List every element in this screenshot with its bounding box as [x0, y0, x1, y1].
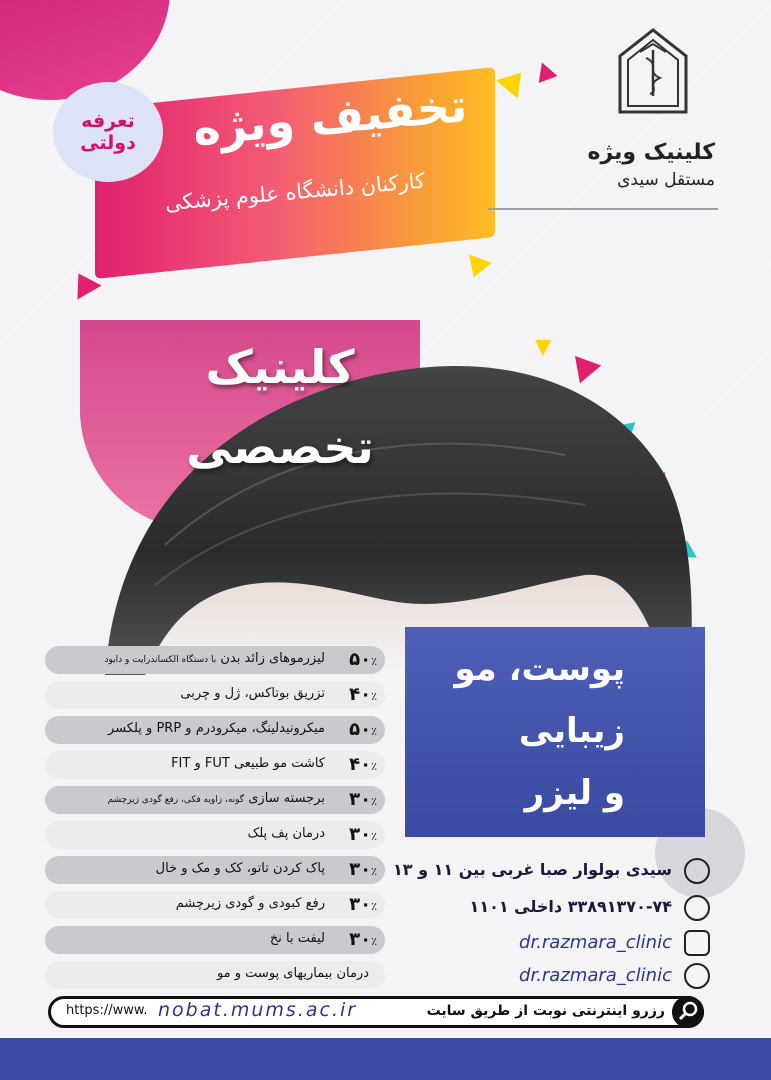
price-percent: ۳۰٪	[349, 824, 377, 845]
booking-label: رزرو اینترنتی نوبت از طریق سایت	[426, 1003, 665, 1019]
booking-url[interactable]: nobat.mums.ac.ir	[158, 999, 358, 1021]
price-item: رفع کبودی و گودی زیرچشم	[175, 896, 325, 911]
phone-text: ۳۳۸۹۱۳۷۰-۷۴ داخلی ۱۱۰۱	[469, 897, 672, 916]
telegram-icon	[684, 963, 710, 989]
telegram-row[interactable]	[410, 963, 710, 991]
price-item: کاشت مو طبیعی FUT و FIT	[171, 756, 325, 771]
price-item: لیفت با نخ	[269, 931, 325, 946]
services-line2: زیبایی	[518, 711, 625, 751]
price-item: میکرونیدلینگ، میکرودرم و PRP و پلکسر	[108, 721, 325, 736]
specialist-line1: کلینیک	[205, 340, 355, 394]
tariff-badge-line1: تعرفه	[81, 110, 135, 132]
telegram-handle[interactable]: dr.razmara_clinic	[519, 965, 672, 986]
price-row	[45, 716, 385, 744]
instagram-handle[interactable]: dr.razmara_clinic	[519, 932, 672, 953]
price-row	[45, 751, 385, 779]
instagram-icon	[684, 930, 710, 956]
promo-subtitle: کارکنان دانشگاه علوم پزشکی	[163, 168, 427, 216]
clinic-name: کلینیک ویژه	[587, 140, 715, 165]
price-row	[45, 681, 385, 709]
services-line3: و لیزر	[524, 773, 625, 813]
promo-title: تخفیف ویژه	[190, 78, 470, 156]
search-icon[interactable]	[672, 996, 704, 1028]
services-line1: پوست، مو	[454, 649, 625, 689]
price-item: پاک کردن تاتو، کک و مک و خال	[155, 861, 325, 876]
price-row	[45, 646, 385, 674]
price-item: برجسته سازی گونه، زاویه فکی، رفع گودی زیرچشم	[107, 791, 325, 806]
tariff-badge-line2: دولتی	[80, 132, 136, 154]
price-item: لیزرموهای زائد بدن با دستگاه الکساندرایت و دایود	[104, 651, 325, 666]
address-text: سیدی بولوار صبا غربی بین ۱۱ و ۱۳	[393, 860, 672, 879]
price-item: درمان پف پلک	[247, 826, 325, 841]
phone-icon	[684, 895, 710, 921]
url-prefix: https://www.	[66, 1003, 148, 1018]
price-row	[45, 926, 385, 954]
university-crest-icon	[612, 26, 694, 116]
address-row	[393, 858, 710, 886]
price-percent: ۴۰٪	[349, 684, 377, 705]
price-row	[45, 786, 385, 814]
price-row	[45, 891, 385, 919]
services-box	[405, 627, 705, 837]
price-percent: ۵۰٪	[349, 649, 377, 670]
price-row	[45, 821, 385, 849]
price-percent: ۳۰٪	[349, 789, 377, 810]
price-item: درمان بیماریهای پوست و مو	[216, 966, 369, 981]
price-row	[45, 856, 385, 884]
tariff-badge	[53, 82, 163, 182]
price-percent: ۵۰٪	[349, 719, 377, 740]
price-percent: ۴۰٪	[349, 754, 377, 775]
clinic-subtitle: مستقل سیدی	[617, 170, 715, 190]
divider	[488, 208, 718, 210]
price-percent: ۳۰٪	[349, 894, 377, 915]
specialist-line2: تخصصی	[186, 420, 374, 474]
bottom-band	[0, 1038, 771, 1080]
instagram-row[interactable]	[410, 930, 710, 958]
price-percent: ۳۰٪	[349, 929, 377, 950]
price-percent: ۳۰٪	[349, 859, 377, 880]
price-item: تزریق بوتاکس، ژل و چربی	[180, 686, 325, 701]
price-row	[45, 961, 385, 989]
phone-row	[410, 895, 710, 923]
location-pin-icon	[684, 858, 710, 884]
